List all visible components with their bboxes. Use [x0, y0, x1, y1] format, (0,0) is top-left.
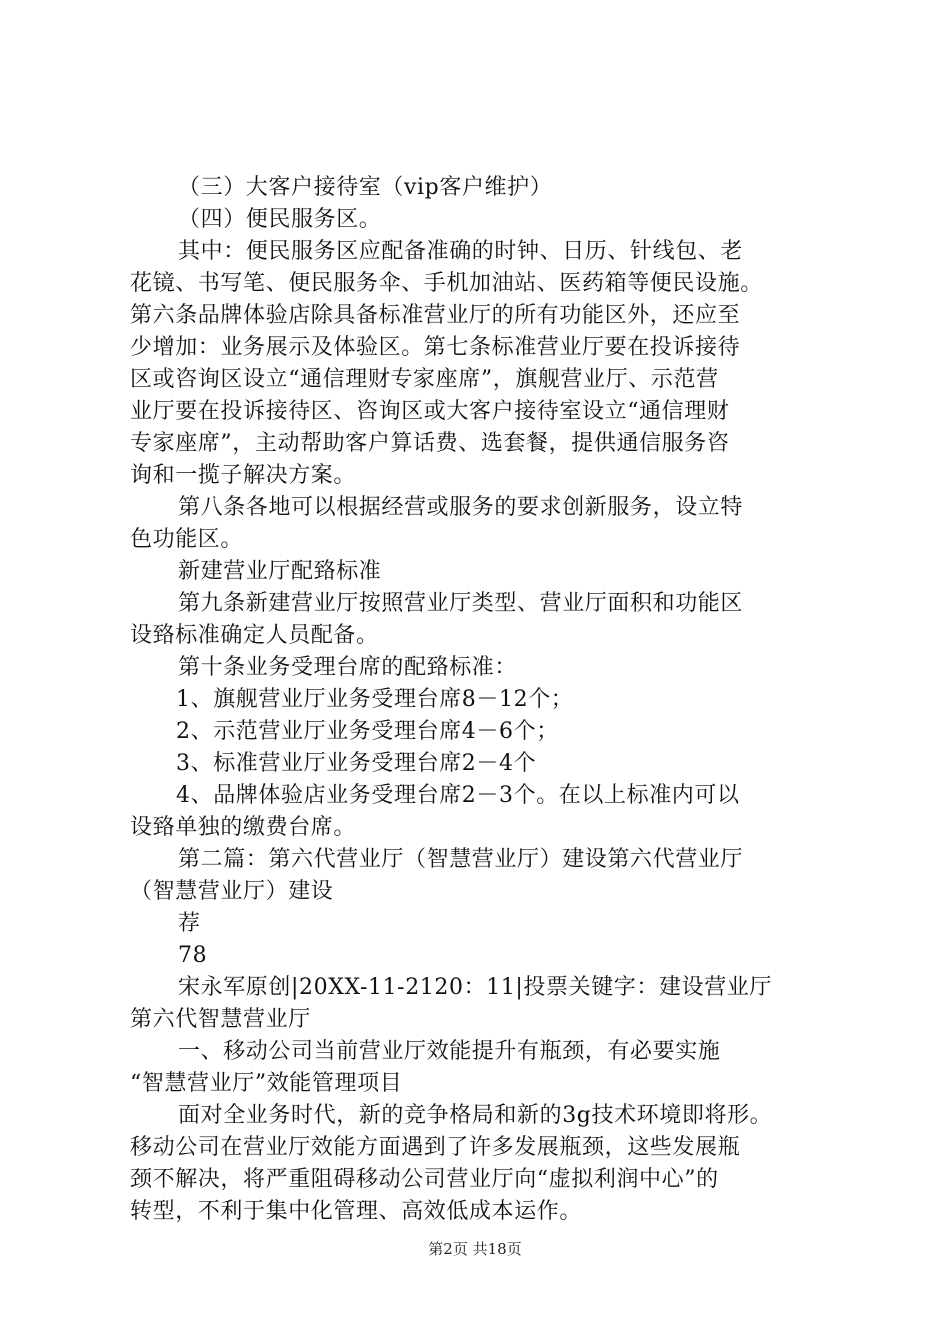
text-line-6: 少增加：业务展示及体验区。第七条标准营业厅要在投诉接待	[130, 335, 741, 360]
text-line-33: 转型，不利于集中化管理、高效低成本运作。	[130, 1199, 583, 1224]
text-line-24: 荐	[178, 911, 201, 936]
document-body	[130, 172, 835, 1228]
text-line-25: 78	[178, 943, 208, 968]
text-line-23: （智慧营业厅）建设	[130, 879, 334, 904]
text-line-14: 第九条新建营业厅按照营业厅类型、营业厅面积和功能区	[178, 591, 744, 616]
text-line-3: 其中：便民服务区应配备准确的时钟、日历、针线包、老	[178, 239, 744, 264]
text-line-30: 面对全业务时代，新的竞争格局和新的3g技术环境即将形。	[178, 1103, 773, 1128]
text-line-15: 设臵标准确定人员配备。	[130, 623, 379, 648]
text-line-19: 3、标准营业厅业务受理台席2－4个	[176, 751, 537, 776]
text-line-28: 一、移动公司当前营业厅效能提升有瓶颈，有必要实施	[178, 1039, 721, 1064]
text-line-9: 专家座席”，主动帮助客户算话费、选套餐，提供通信服务咨	[130, 431, 730, 456]
text-line-4: 花镜、书写笔、便民服务伞、手机加油站、医药箱等便民设施。	[130, 271, 763, 296]
text-line-1: （三）大客户接待室（vip客户维护）	[178, 175, 553, 200]
text-line-21: 设臵单独的缴费台席。	[130, 815, 357, 840]
text-line-13: 新建营业厅配臵标准	[178, 559, 382, 584]
text-line-29: “智慧营业厅”效能管理项目	[130, 1071, 403, 1096]
text-line-31: 移动公司在营业厅效能方面遇到了许多发展瓶颈，这些发展瓶	[130, 1135, 741, 1160]
text-line-20: 4、品牌体验店业务受理台席2－3个。在以上标准内可以	[176, 783, 740, 808]
page-number-label: 第2页 共18页	[428, 1240, 522, 1258]
text-line-10: 询和一揽子解决方案。	[130, 463, 357, 488]
text-line-5: 第六条品牌体验店除具备标准营业厅的所有功能区外，还应至	[130, 303, 741, 328]
text-line-17: 1、旗舰营业厅业务受理台席8－12个；	[176, 687, 574, 712]
text-line-7: 区或咨询区设立“通信理财专家座席”，旗舰营业厅、示范营	[130, 367, 719, 392]
text-line-2: （四）便民服务区。	[178, 207, 382, 232]
text-line-22: 第二篇：第六代营业厅（智慧营业厅）建设第六代营业厅	[178, 847, 744, 872]
text-line-8: 业厅要在投诉接待区、咨询区或大客户接待室设立“通信理财	[130, 399, 730, 424]
text-line-12: 色功能区。	[130, 527, 244, 552]
text-line-18: 2、示范营业厅业务受理台席4－6个；	[176, 719, 559, 744]
text-line-26: 宋永军原创|20XX-11-2120：11|投票关键字：建设营业厅	[178, 975, 773, 1000]
text-line-16: 第十条业务受理台席的配臵标准：	[178, 655, 518, 680]
text-line-32: 颈不解决，将严重阻碍移动公司营业厅向“虚拟利润中心”的	[130, 1167, 719, 1192]
text-line-11: 第八条各地可以根据经营或服务的要求创新服务，设立特	[178, 495, 744, 520]
text-line-27: 第六代智慧营业厅	[130, 1007, 311, 1032]
page-footer	[0, 1239, 950, 1259]
